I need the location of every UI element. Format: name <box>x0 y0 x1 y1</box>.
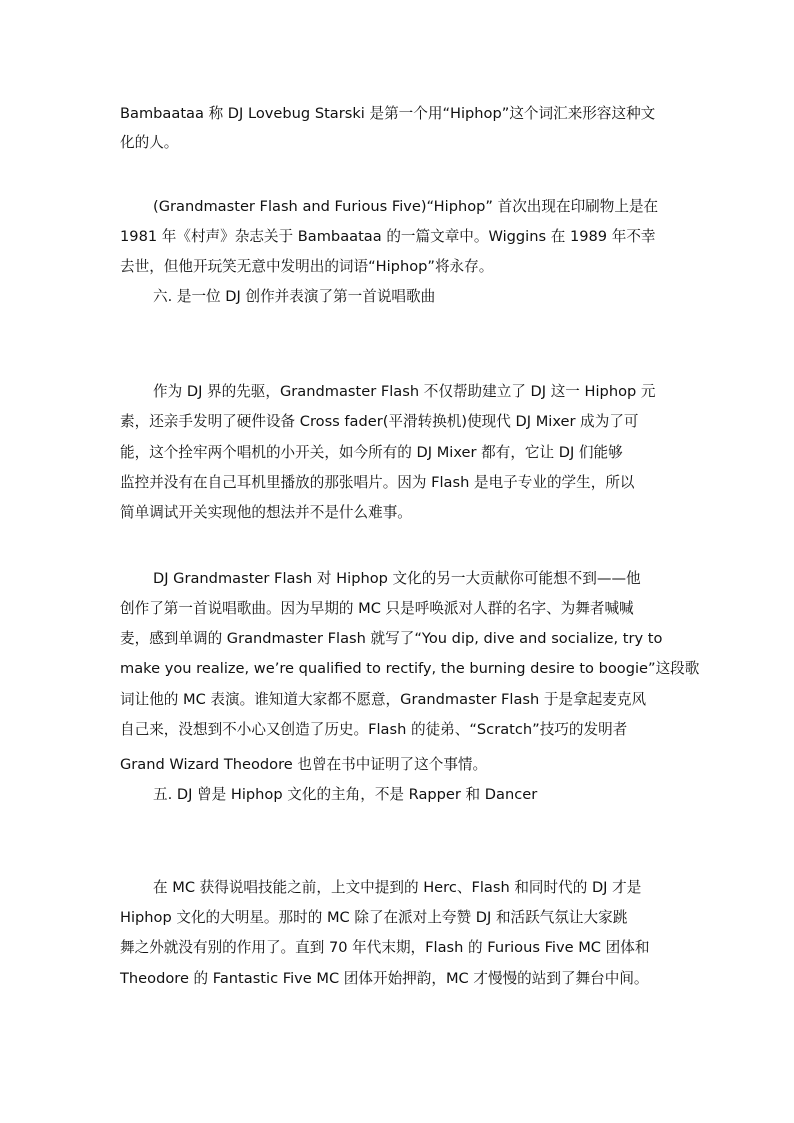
paragraph-line: 自己来，没想到不小心又创造了历史。Flash 的徒弟、“Scratch”技巧的发明者 <box>120 721 628 738</box>
paragraph-line: 词让他的 MC 表演。谁知道大家都不愿意，Grandmaster Flash 于是拿起麦克风 <box>120 691 647 708</box>
section-heading: 六. 是一位 DJ 创作并表演了第一首说唱歌曲 <box>153 288 436 305</box>
paragraph-line: Bambaataa 称 DJ Lovebug Starski 是第一个用“Hiphop”这个词汇来形容这种文 <box>120 105 656 122</box>
paragraph-line: Hiphop 文化的大明星。那时的 MC 除了在派对上夸赞 DJ 和活跃气氛让大家跳 <box>120 909 628 926</box>
paragraph-line: 能，这个拴牢两个唱机的小开关，如今所有的 DJ Mixer 都有，它让 DJ 们能够 <box>120 444 623 461</box>
paragraph-line: Theodore 的 Fantastic Five MC 团体开始押韵，MC 才慢慢的站到了舞台中间。 <box>120 970 649 987</box>
paragraph-line: 在 MC 获得说唱技能之前，上文中提到的 Herc、Flash 和同时代的 DJ 才是 <box>153 879 642 896</box>
paragraph-line: 监控并没有在自己耳机里播放的那张唱片。因为 Flash 是电子专业的学生，所以 <box>120 474 635 491</box>
paragraph-line: (Grandmaster Flash and Furious Five)“Hiphop” 首次出现在印刷物上是在 <box>153 198 659 215</box>
paragraph-line: make you realize, we’re qualified to rectify, the burning desire to boogie”这段歌 <box>120 660 700 677</box>
paragraph-line: 1981 年《村声》杂志关于 Bambaataa 的一篇文章中。Wiggins 在 1989 年不幸 <box>120 228 656 245</box>
paragraph-line: 去世，但他开玩笑无意中发明出的词语“Hiphop”将永存。 <box>120 258 494 275</box>
paragraph-line: 舞之外就没有别的作用了。直到 70 年代末期，Flash 的 Furious Five MC 团体和 <box>120 939 650 956</box>
paragraph-line: 麦，感到单调的 Grandmaster Flash 就写了“You dip, dive and socialize, try to <box>120 630 663 647</box>
paragraph-line: 化的人。 <box>120 134 179 151</box>
paragraph-line: Grand Wizard Theodore 也曾在书中证明了这个事情。 <box>120 756 488 773</box>
paragraph-line: 作为 DJ 界的先驱，Grandmaster Flash 不仅帮助建立了 DJ 这一 Hiphop 元 <box>153 383 656 400</box>
paragraph-line: 创作了第一首说唱歌曲。因为早期的 MC 只是呼唤派对人群的名字、为舞者喊喊 <box>120 600 634 617</box>
section-heading: 五. DJ 曾是 Hiphop 文化的主角，不是 Rapper 和 Dancer <box>153 786 538 803</box>
paragraph-line: 素，还亲手发明了硬件设备 Cross fader(平滑转换机)使现代 DJ Mixer 成为了可 <box>120 413 639 430</box>
paragraph-line: DJ Grandmaster Flash 对 Hiphop 文化的另一大贡献你可能想不到——他 <box>153 570 641 587</box>
paragraph-line: 简单调试开关实现他的想法并不是什么难事。 <box>120 504 412 521</box>
